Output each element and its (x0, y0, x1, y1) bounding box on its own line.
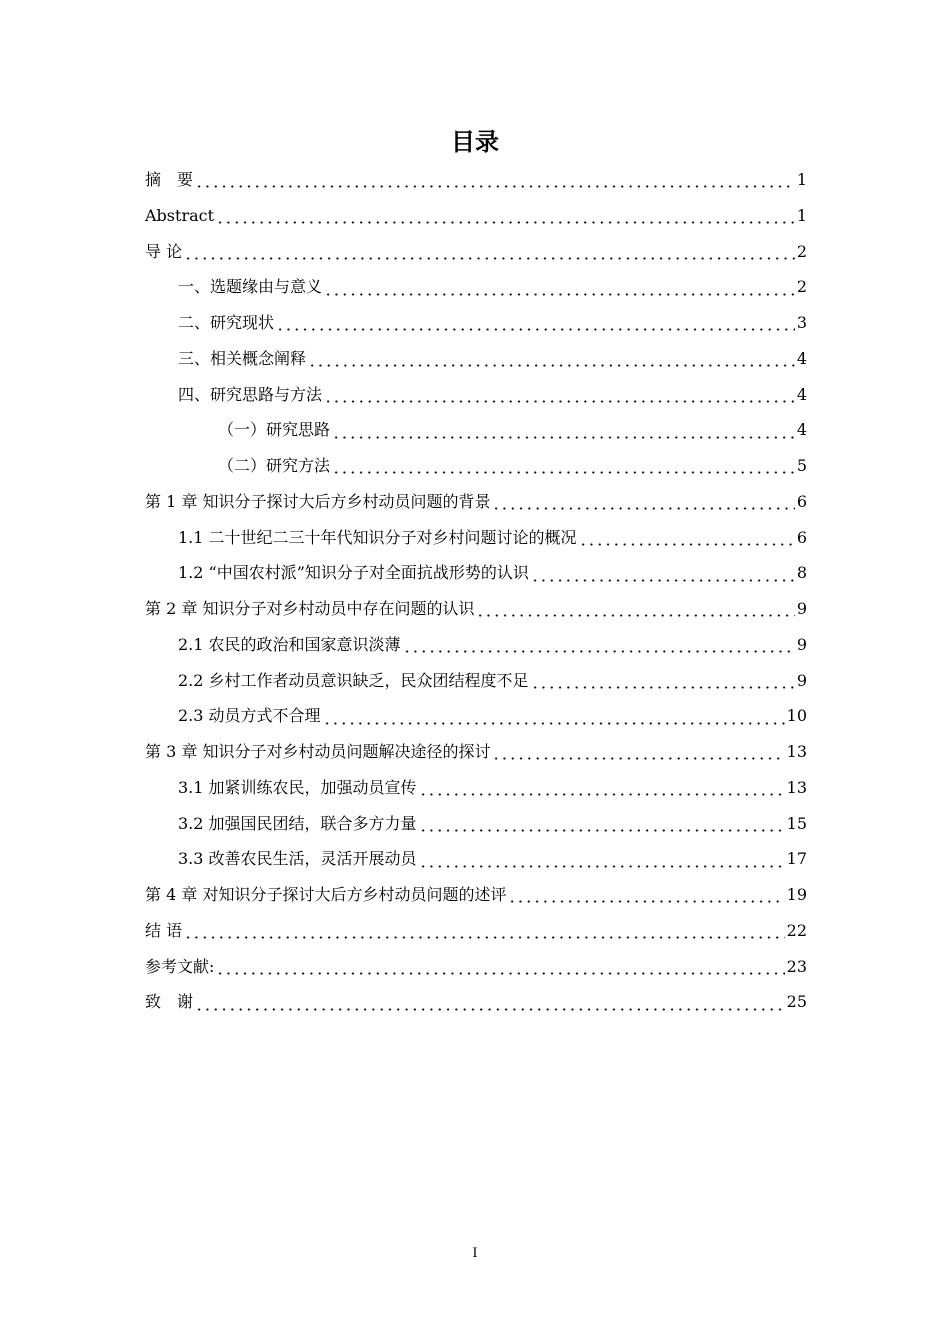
toc-entry[interactable] (145, 198, 807, 234)
toc-entry-label: 第 1 章 知识分子探讨大后方乡村动员问题的背景 (145, 491, 491, 511)
toc-entry[interactable] (145, 698, 807, 734)
toc-entry-page: 2 (796, 241, 807, 261)
toc-entry-page: 9 (796, 634, 807, 654)
toc-entry[interactable] (145, 234, 807, 270)
toc-entry-page: 1 (796, 205, 807, 225)
toc-entry-page: 6 (796, 491, 807, 511)
dot-leader (531, 579, 795, 582)
dot-leader (492, 507, 794, 510)
toc-entry-label: 二、研究现状 (178, 313, 275, 332)
toc-entry[interactable] (145, 448, 807, 484)
toc-entry-label: 第 3 章 知识分子对乡村动员问题解决途径的探讨 (145, 742, 491, 761)
toc-entry[interactable] (145, 734, 807, 770)
dot-leader (276, 328, 795, 331)
toc-entry[interactable] (145, 377, 807, 413)
toc-entry-label: （一）研究思路 (218, 420, 331, 440)
toc-entry-page: 17 (786, 849, 807, 869)
dot-leader (419, 793, 785, 796)
toc-entry-label: 摘 要 (145, 170, 194, 189)
toc-entry-label: 第 4 章 对知识分子探讨大后方乡村动员问题的述评 (145, 885, 507, 904)
toc-entry-label: 3.2 加强国民团结，联合多方力量 (178, 813, 417, 833)
toc-entry[interactable] (145, 162, 807, 198)
toc-entry-label: 四、研究思路与方法 (178, 384, 323, 404)
toc-entry-page: 23 (786, 956, 807, 976)
toc-entry[interactable] (145, 627, 807, 663)
dot-leader (419, 829, 785, 832)
toc-entry-page: 13 (786, 777, 807, 797)
toc-entry-label: 结 语 (145, 920, 183, 940)
toc-entry[interactable] (145, 591, 807, 627)
toc-entry-page: 8 (796, 563, 807, 583)
toc-entry[interactable] (145, 484, 807, 520)
toc-entry-page: 15 (786, 813, 807, 833)
dot-leader (403, 650, 795, 653)
dot-leader (184, 936, 785, 939)
toc-entry-page: 6 (796, 527, 807, 547)
toc-entry[interactable] (145, 520, 807, 556)
toc-entry-label: 2.2 乡村工作者动员意识缺乏，民众团结程度不足 (178, 670, 529, 690)
toc-entry-label: 3.1 加紧训练农民，加强动员宣传 (178, 777, 417, 797)
toc-entry-label: 三、相关概念阐释 (178, 348, 307, 368)
dot-leader (508, 900, 784, 903)
dot-leader (476, 614, 794, 617)
toc-entry[interactable] (145, 841, 807, 877)
dot-leader (216, 972, 784, 975)
toc-entry-page: 25 (786, 992, 807, 1012)
table-of-contents (145, 162, 807, 1020)
toc-entry-label: 1.2 “中国农村派”知识分子对全面抗战形势的认识 (178, 563, 529, 583)
toc-entry-page: 19 (786, 885, 807, 904)
toc-entry-page: 10 (786, 706, 807, 726)
dot-leader (308, 364, 795, 367)
toc-entry[interactable] (145, 305, 807, 341)
dot-leader (332, 471, 795, 474)
toc-entry[interactable] (145, 269, 807, 305)
dot-leader (419, 865, 785, 868)
toc-entry[interactable] (145, 913, 807, 949)
dot-leader (195, 1008, 785, 1011)
toc-entry-page: 5 (796, 456, 807, 475)
toc-entry-label: 导 论 (145, 241, 183, 261)
toc-entry-page: 2 (796, 277, 807, 297)
toc-entry[interactable] (145, 663, 807, 699)
dot-leader (184, 257, 795, 260)
toc-entry-page: 13 (786, 742, 807, 761)
toc-entry[interactable] (145, 877, 807, 913)
toc-entry-page: 4 (796, 348, 807, 368)
toc-entry-page: 4 (796, 420, 807, 440)
dot-leader (324, 400, 795, 403)
toc-entry-page: 1 (796, 170, 807, 189)
dot-leader (332, 436, 795, 439)
toc-entry-label: 一、选题缘由与意义 (178, 277, 323, 297)
toc-entry[interactable] (145, 341, 807, 377)
toc-entry-label: 参考文献: (145, 956, 215, 976)
toc-entry-label: 1.1 二十世纪二三十年代知识分子对乡村问题讨论的概况 (178, 527, 577, 547)
toc-entry-label: （二）研究方法 (218, 456, 331, 475)
dot-leader (216, 221, 795, 224)
toc-entry[interactable] (145, 555, 807, 591)
toc-entry-page: 9 (796, 670, 807, 690)
toc-entry[interactable] (145, 984, 807, 1020)
dot-leader (531, 686, 795, 689)
toc-entry-page: 4 (796, 384, 807, 404)
toc-entry[interactable] (145, 770, 807, 806)
toc-entry[interactable] (145, 806, 807, 842)
toc-entry-page: 22 (786, 920, 807, 940)
toc-entry-label: Abstract (145, 205, 215, 225)
toc-title: 目录 (451, 128, 499, 156)
dot-leader (324, 293, 795, 296)
toc-entry-label: 2.1 农民的政治和国家意识淡薄 (178, 634, 401, 654)
dot-leader (579, 543, 795, 546)
dot-leader (492, 757, 784, 760)
toc-entry-page: 3 (796, 313, 807, 332)
dot-leader (195, 185, 795, 188)
toc-entry-label: 3.3 改善农民生活，灵活开展动员 (178, 849, 417, 869)
toc-entry-label: 2.3 动员方式不合理 (178, 706, 321, 726)
toc-entry[interactable] (145, 949, 807, 985)
page-number: I (472, 1246, 478, 1261)
dot-leader (323, 722, 785, 725)
toc-entry-label: 第 2 章 知识分子对乡村动员中存在问题的认识 (145, 599, 475, 618)
toc-entry[interactable] (145, 412, 807, 448)
toc-entry-page: 9 (796, 599, 807, 618)
toc-entry-label: 致 谢 (145, 992, 194, 1012)
